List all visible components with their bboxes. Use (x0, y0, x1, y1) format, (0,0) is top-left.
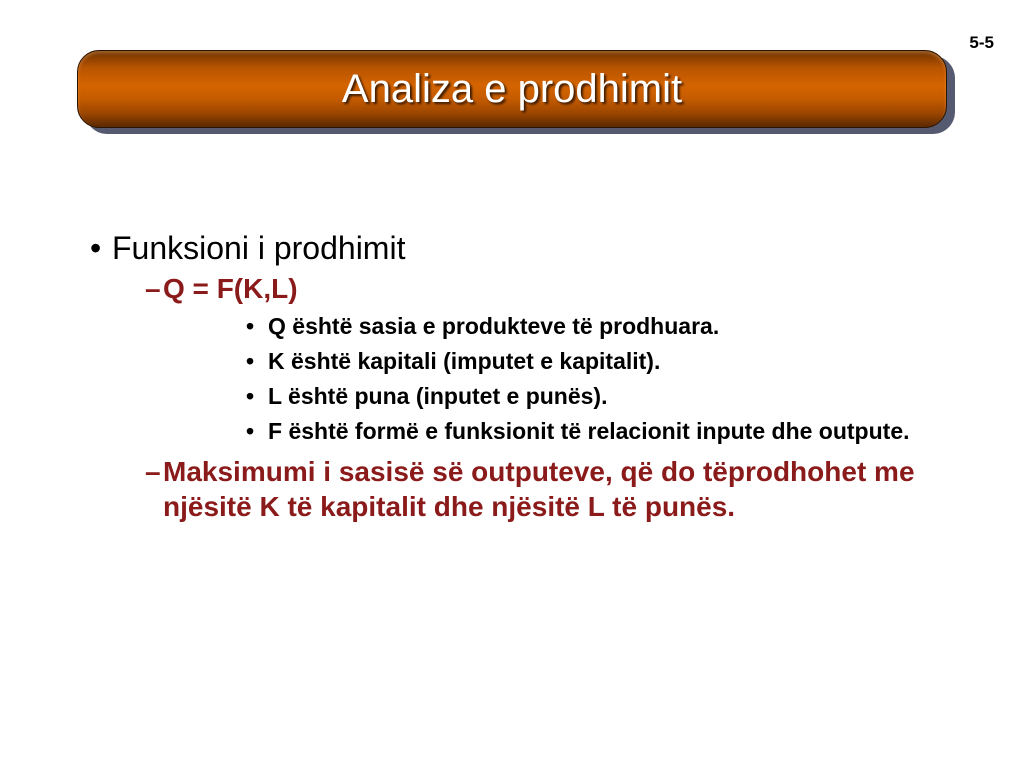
bullet-text: Funksioni i prodhimit (112, 230, 406, 266)
bullet-icon: • (90, 230, 102, 266)
bullet-icon: • (246, 348, 255, 374)
definition-text: F është formë e funksionit të relacionit inpute dhe outpute. (268, 418, 910, 444)
definition-item-f (246, 417, 948, 446)
dash-icon: – (145, 273, 161, 304)
definition-item-l (246, 382, 948, 411)
bullet-icon: • (246, 418, 255, 444)
bullet-production-function (90, 226, 950, 270)
sub-item-formula (145, 271, 950, 306)
definition-text: Q është sasia e produkteve të prodhuara. (268, 313, 720, 339)
slide-title: Analiza e prodhimit (341, 66, 683, 111)
sub-item-maximum-output (145, 454, 950, 524)
definition-text: L është puna (inputet e punës). (268, 383, 608, 409)
definition-text: K është kapitali (imputet e kapitalit). (268, 348, 661, 374)
page-number: 5-5 (969, 33, 994, 52)
bullet-icon: • (246, 313, 255, 339)
slide-content (90, 226, 950, 524)
sub-item-text: Maksimumi i sasisë së outputeve, që do tëprodhohet me njësitë K të kapitalit dhe njësitë L të punës. (163, 456, 915, 522)
definition-item-k (246, 347, 948, 376)
sub-item-text: Q = F(K,L) (163, 273, 298, 304)
definition-item-q (246, 312, 948, 341)
dash-icon: – (145, 456, 161, 487)
bullet-icon: • (246, 383, 255, 409)
title-bar (77, 50, 947, 128)
definition-list (246, 312, 950, 446)
